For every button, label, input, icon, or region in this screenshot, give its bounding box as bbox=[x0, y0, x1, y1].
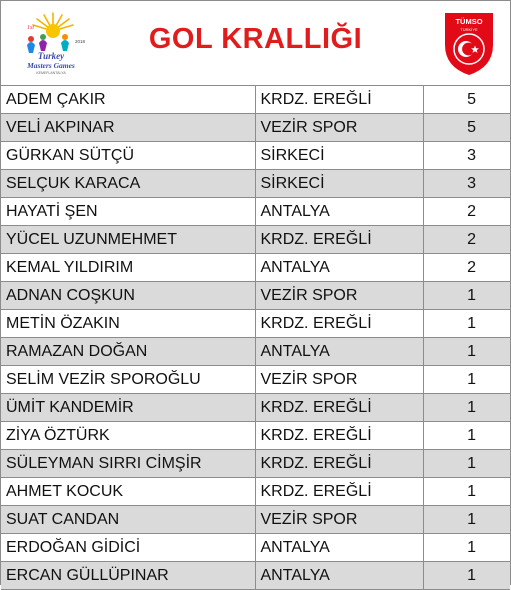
logo-line2: Masters Games bbox=[27, 61, 75, 70]
player-cell: SELÇUK KARACA bbox=[1, 170, 255, 198]
player-cell: ERCAN GÜLLÜPINAR bbox=[1, 562, 255, 590]
table-row bbox=[1, 506, 510, 534]
logo-year: 2018 bbox=[75, 39, 86, 44]
goals-cell: 1 bbox=[423, 562, 510, 590]
goals-cell: 2 bbox=[423, 198, 510, 226]
goals-cell: 5 bbox=[423, 86, 510, 114]
table-row bbox=[1, 478, 510, 506]
player-cell: SELİM VEZİR SPOROĞLU bbox=[1, 366, 255, 394]
table-row bbox=[1, 366, 510, 394]
player-cell: GÜRKAN SÜTÇÜ bbox=[1, 142, 255, 170]
team-cell: ANTALYA bbox=[255, 198, 423, 226]
goals-cell: 2 bbox=[423, 226, 510, 254]
goals-cell: 1 bbox=[423, 310, 510, 338]
team-cell: ANTALYA bbox=[255, 338, 423, 366]
table-row bbox=[1, 170, 510, 198]
table-row bbox=[1, 338, 510, 366]
team-cell: KRDZ. EREĞLİ bbox=[255, 394, 423, 422]
scorers-table bbox=[1, 85, 510, 590]
logo-tumso-country: TÜRKİYE bbox=[460, 27, 478, 32]
team-cell: VEZİR SPOR bbox=[255, 114, 423, 142]
header bbox=[1, 1, 510, 85]
table-row bbox=[1, 254, 510, 282]
player-cell: AHMET KOCUK bbox=[1, 478, 255, 506]
team-cell: KRDZ. EREĞLİ bbox=[255, 450, 423, 478]
team-cell: SİRKECİ bbox=[255, 142, 423, 170]
table-row bbox=[1, 226, 510, 254]
logo-place: KEMER-ANTALYA bbox=[36, 71, 66, 75]
player-cell: SUAT CANDAN bbox=[1, 506, 255, 534]
table-row bbox=[1, 422, 510, 450]
player-cell: ADNAN COŞKUN bbox=[1, 282, 255, 310]
goals-cell: 1 bbox=[423, 366, 510, 394]
goals-cell: 1 bbox=[423, 422, 510, 450]
player-cell: YÜCEL UZUNMEHMET bbox=[1, 226, 255, 254]
player-cell: RAMAZAN DOĞAN bbox=[1, 338, 255, 366]
page-title: GOL KRALLIĞI bbox=[148, 23, 363, 55]
tumso-shield-logo bbox=[441, 9, 497, 77]
logo-tumso-name: TÜMSO bbox=[455, 17, 483, 26]
team-cell: ANTALYA bbox=[255, 534, 423, 562]
table-row bbox=[1, 142, 510, 170]
table-row bbox=[1, 86, 510, 114]
player-cell: METİN ÖZAKIN bbox=[1, 310, 255, 338]
goals-cell: 1 bbox=[423, 450, 510, 478]
team-cell: KRDZ. EREĞLİ bbox=[255, 86, 423, 114]
table-row bbox=[1, 394, 510, 422]
logo-edition: 1st bbox=[27, 25, 35, 31]
table-row bbox=[1, 450, 510, 478]
goals-cell: 1 bbox=[423, 534, 510, 562]
team-cell: KRDZ. EREĞLİ bbox=[255, 422, 423, 450]
table-row bbox=[1, 114, 510, 142]
player-cell: ÜMİT KANDEMİR bbox=[1, 394, 255, 422]
goals-cell: 1 bbox=[423, 478, 510, 506]
player-cell: SÜLEYMAN SIRRI CİMŞİR bbox=[1, 450, 255, 478]
table-row bbox=[1, 534, 510, 562]
table-row bbox=[1, 562, 510, 590]
logo-line1: Turkey bbox=[37, 51, 65, 61]
player-cell: VELİ AKPINAR bbox=[1, 114, 255, 142]
table-row bbox=[1, 310, 510, 338]
team-cell: ANTALYA bbox=[255, 562, 423, 590]
player-cell: HAYATİ ŞEN bbox=[1, 198, 255, 226]
team-cell: VEZİR SPOR bbox=[255, 282, 423, 310]
goals-cell: 3 bbox=[423, 170, 510, 198]
team-cell: VEZİR SPOR bbox=[255, 506, 423, 534]
goals-cell: 1 bbox=[423, 506, 510, 534]
team-cell: KRDZ. EREĞLİ bbox=[255, 478, 423, 506]
goals-cell: 1 bbox=[423, 338, 510, 366]
goals-cell: 2 bbox=[423, 254, 510, 282]
goals-cell: 1 bbox=[423, 282, 510, 310]
player-cell: ADEM ÇAKIR bbox=[1, 86, 255, 114]
table-row bbox=[1, 282, 510, 310]
player-cell: ERDOĞAN GİDİCİ bbox=[1, 534, 255, 562]
goals-cell: 3 bbox=[423, 142, 510, 170]
team-cell: KRDZ. EREĞLİ bbox=[255, 310, 423, 338]
goals-cell: 1 bbox=[423, 394, 510, 422]
team-cell: KRDZ. EREĞLİ bbox=[255, 226, 423, 254]
team-cell: ANTALYA bbox=[255, 254, 423, 282]
table-row bbox=[1, 198, 510, 226]
player-cell: KEMAL YILDIRIM bbox=[1, 254, 255, 282]
team-cell: SİRKECİ bbox=[255, 170, 423, 198]
player-cell: ZİYA ÖZTÜRK bbox=[1, 422, 255, 450]
goals-cell: 5 bbox=[423, 114, 510, 142]
team-cell: VEZİR SPOR bbox=[255, 366, 423, 394]
